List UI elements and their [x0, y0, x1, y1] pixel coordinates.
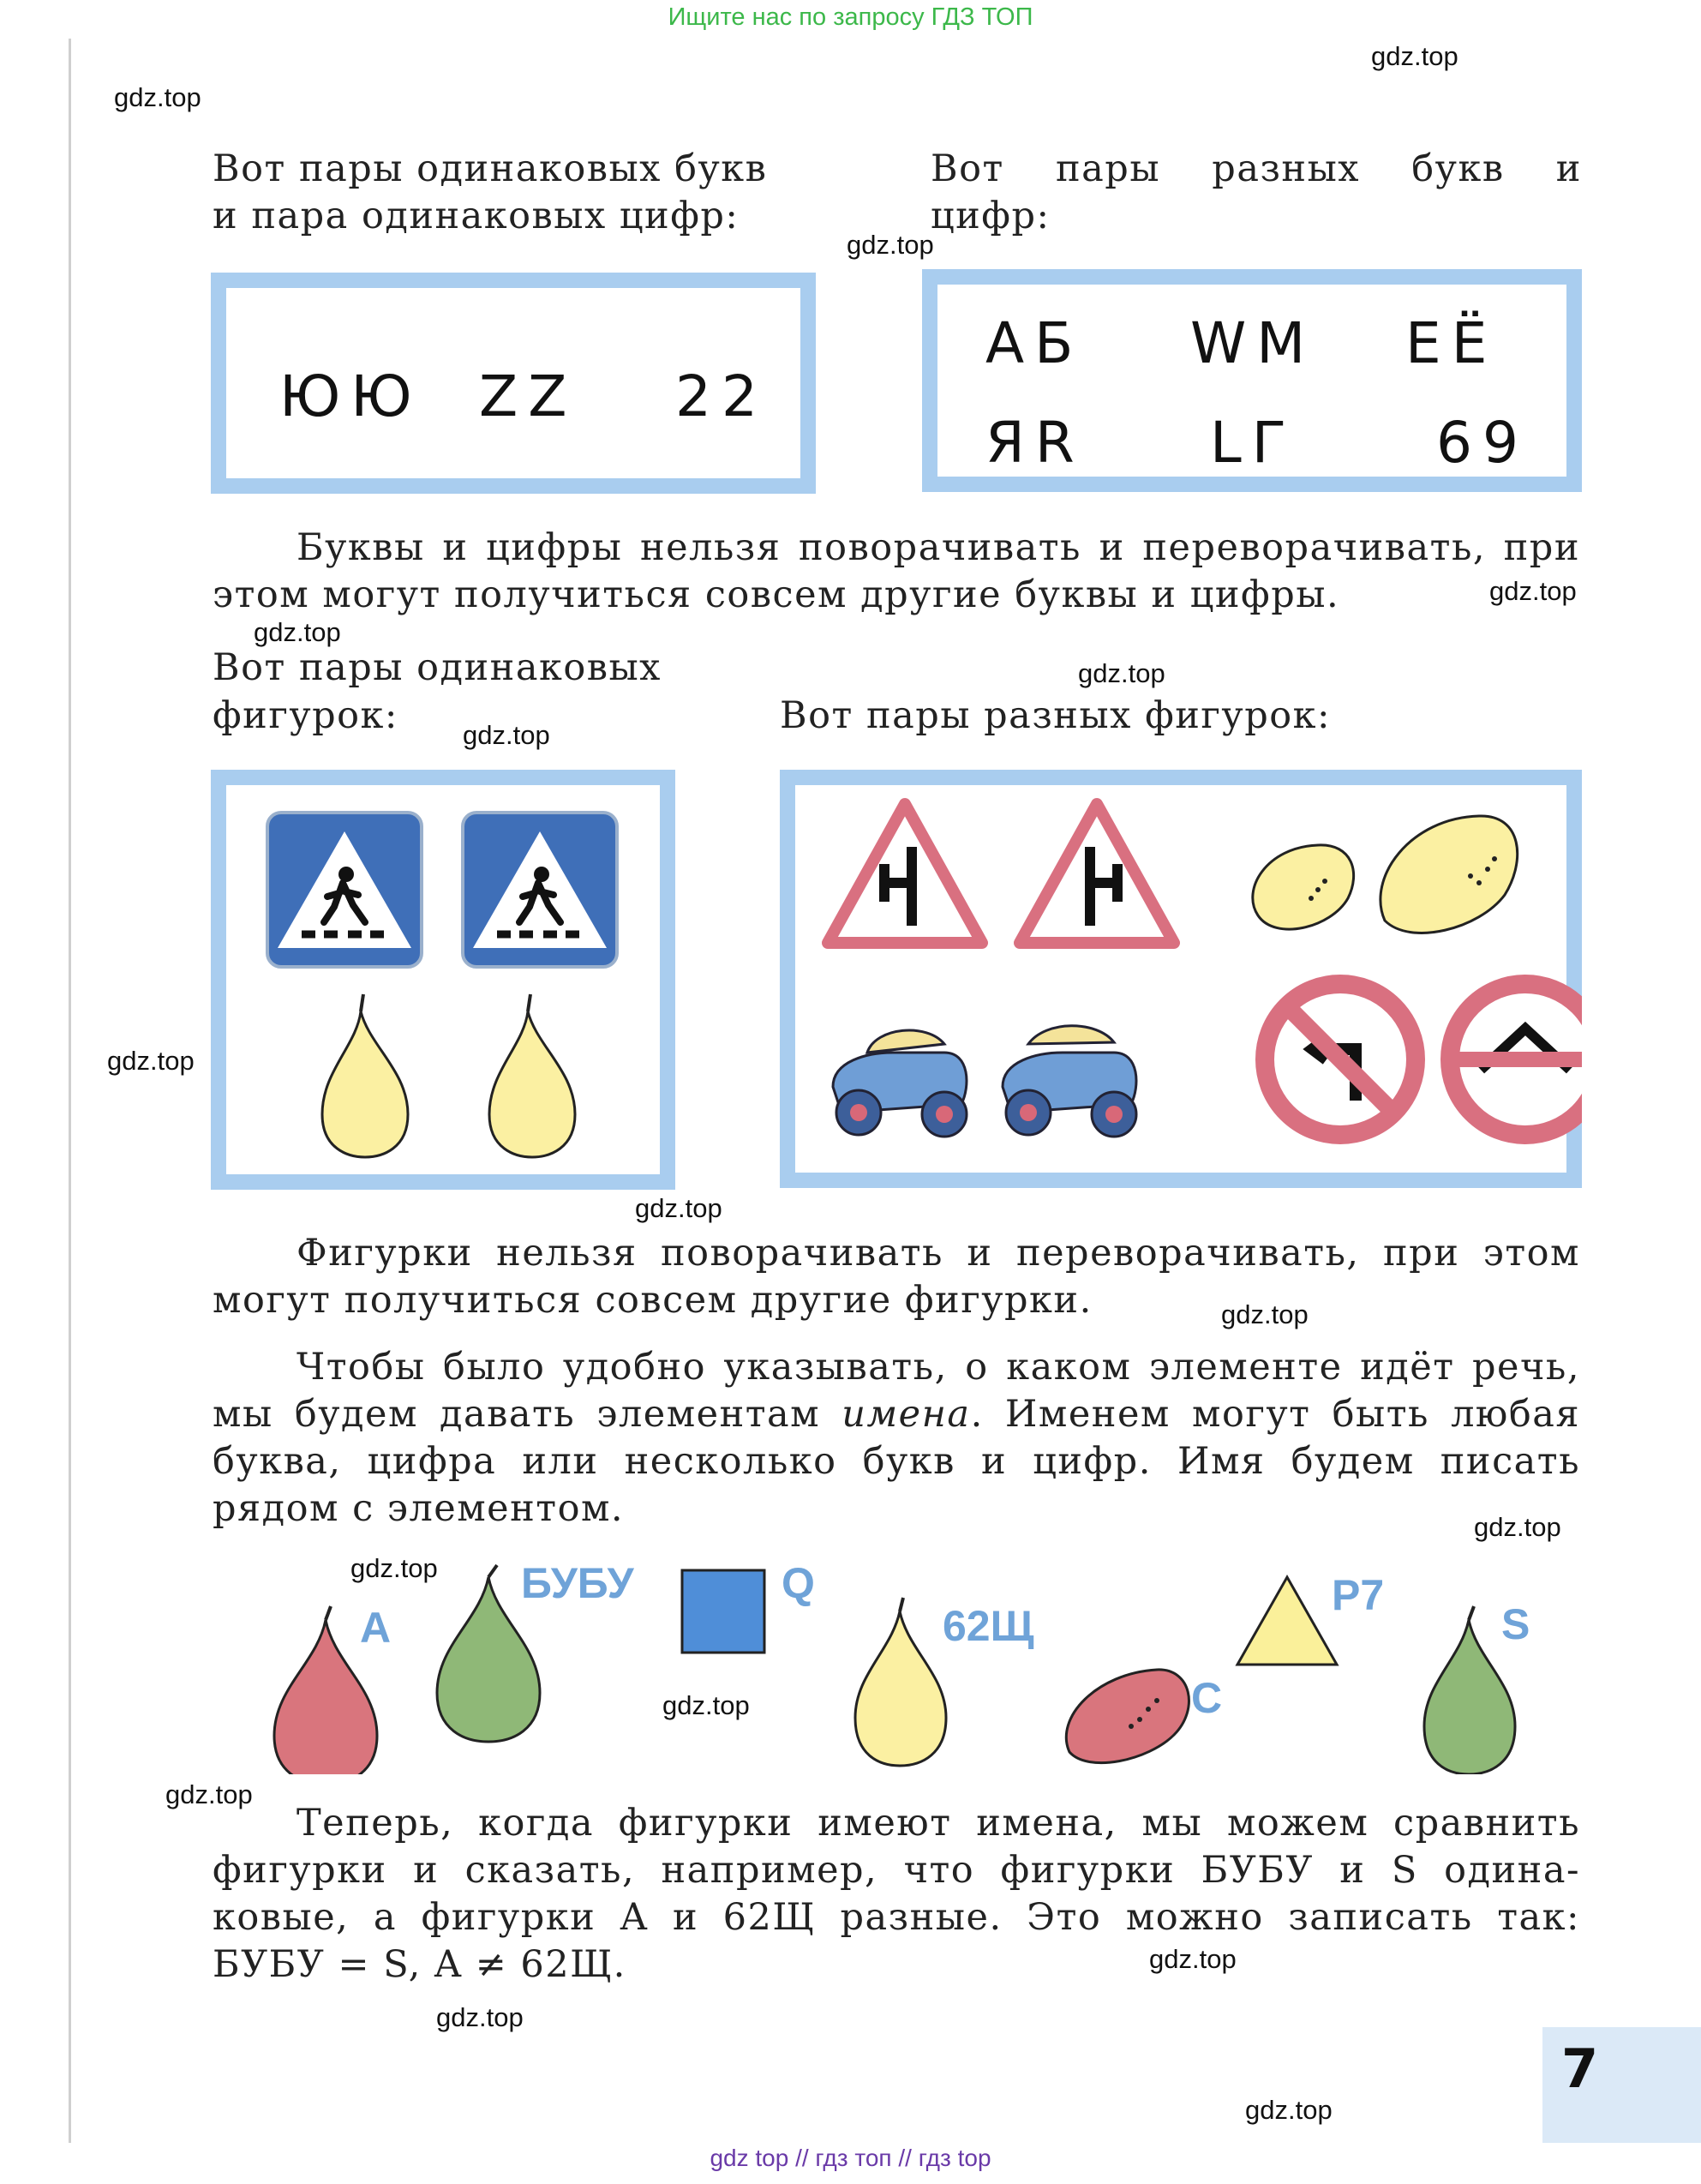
small-lemon-icon — [1253, 845, 1354, 929]
yellow-triangle-icon — [1237, 1577, 1337, 1665]
same-figures-art — [211, 770, 675, 1190]
pair-yar: ЯR — [985, 410, 1085, 476]
watermark: gdz.top — [350, 1553, 438, 1583]
no-left-turn-sign-icon — [1265, 984, 1416, 1135]
crosswalk-sign-icon — [463, 813, 617, 967]
compare-para-line4: БУБУ = S, A ≠ 62Щ. — [213, 1943, 626, 1986]
watermark: gdz.top — [847, 230, 934, 260]
search-hint-link[interactable]: Ищите нас по запросу ГДЗ ТОП — [668, 3, 1033, 31]
yellow-pear-icon — [855, 1598, 946, 1766]
watermark: gdz.top — [1245, 2095, 1333, 2125]
caption-word: и — [1555, 147, 1582, 190]
footer-links[interactable]: gdz top // гдз топ // гдз top — [710, 2145, 991, 2171]
pair-ee: ЕЁ — [1405, 310, 1498, 376]
pair-wm: WM — [1190, 310, 1316, 376]
road-sign-left-icon — [828, 804, 982, 943]
same-letters-box — [211, 273, 816, 494]
toy-car-icon — [1003, 1026, 1136, 1137]
compare-para-line2: фигурки и сказать, например, что фигурки БУБУ и S одина- — [213, 1849, 1580, 1892]
watermark: gdz.top — [1489, 576, 1577, 606]
names-para-line3: буква, цифра или несколько букв и цифр. Имя будем писать — [213, 1440, 1580, 1483]
rotate-letters-para-line2: этом могут получиться совсем другие буквы и цифры. — [213, 573, 1340, 616]
names-para-text: мы будем давать элементам — [213, 1393, 842, 1436]
large-lemon-icon — [1381, 816, 1518, 933]
names-para-emphasis: имена — [842, 1393, 971, 1436]
compare-para-line1: Теперь, когда фигурки имеют имена, мы можем сравнить — [296, 1802, 1580, 1845]
compare-para-line3: ковые, а фигурки A и 62Щ разные. Это можно записать так: — [213, 1896, 1580, 1939]
rotate-figures-para-line1: Фигурки нельзя поворачивать и переворачивать, при этом — [296, 1232, 1580, 1275]
diff-letters-box — [922, 269, 1582, 492]
diff-figures-caption: Вот пары разных фигурок: — [780, 694, 1331, 737]
caption-word: букв — [1411, 147, 1505, 190]
rotate-figures-para-line2: могут получиться совсем другие фигурки. — [213, 1279, 1093, 1322]
pair-ab: АБ — [985, 310, 1084, 376]
watermark: gdz.top — [635, 1193, 722, 1223]
pair-69: 69 — [1436, 410, 1529, 476]
page-number-tab — [1542, 2027, 1701, 2143]
watermark: gdz.top — [436, 2002, 524, 2032]
figure-label-62sch: 62Щ — [943, 1602, 1034, 1650]
watermark: gdz.top — [165, 1779, 253, 1809]
figure-label-s: S — [1501, 1600, 1530, 1648]
page-margin-line — [69, 39, 71, 2143]
figure-label-c: C — [1191, 1674, 1223, 1722]
watermark: gdz.top — [463, 720, 550, 750]
watermark: gdz.top — [1149, 1944, 1237, 1974]
diff-figures-art — [780, 770, 1582, 1188]
watermark: gdz.top — [1371, 41, 1458, 71]
watermark: gdz.top — [114, 82, 201, 112]
yellow-pear-icon — [489, 994, 575, 1157]
yellow-pear-icon — [322, 994, 408, 1157]
potato-icon — [1066, 1670, 1189, 1763]
same-letters-caption-line1: Вот пары одинаковых букв — [213, 147, 768, 190]
figure-label-q: Q — [782, 1559, 815, 1607]
caption-word: разных — [1212, 147, 1361, 190]
watermark: gdz.top — [1221, 1299, 1309, 1329]
watermark: gdz.top — [254, 617, 341, 647]
toy-car-icon — [833, 1030, 967, 1137]
watermark: gdz.top — [1078, 658, 1165, 688]
watermark: gdz.top — [662, 1690, 750, 1720]
pair-yu: ЮЮ — [279, 363, 422, 429]
caption-word: пары — [1056, 147, 1161, 190]
pair-22: 22 — [675, 363, 768, 429]
pair-lg: LГ — [1210, 410, 1297, 476]
road-sign-right-icon — [1020, 804, 1174, 943]
names-para-text: . Именем могут быть любая — [970, 1393, 1580, 1436]
names-para-line1: Чтобы было удобно указывать, о каком элементе идёт речь, — [296, 1346, 1580, 1389]
same-figures-caption-line2: фигурок: — [213, 694, 398, 737]
page-number: 7 — [1561, 2037, 1599, 2100]
names-para-line4: рядом с элементом. — [213, 1487, 625, 1530]
pair-zz: ZZ — [479, 363, 578, 429]
watermark: gdz.top — [1474, 1512, 1561, 1542]
figure-label-a: A — [360, 1604, 392, 1652]
no-overtaking-sign-icon — [1450, 984, 1582, 1135]
crosswalk-sign-icon — [267, 813, 422, 967]
rotate-letters-para-line1: Буквы и цифры нельзя поворачивать и переворачивать, при — [296, 526, 1580, 569]
same-figures-caption-line1: Вот пары одинаковых — [213, 646, 662, 689]
watermark: gdz.top — [107, 1046, 195, 1076]
caption-word: Вот — [931, 147, 1004, 190]
blue-square-icon — [682, 1570, 764, 1653]
figure-label-p7: P7 — [1332, 1571, 1385, 1619]
diff-letters-caption-line1 — [931, 146, 1582, 193]
figure-label-bubu: БУБУ — [521, 1559, 634, 1607]
names-para-line2 — [213, 1391, 1580, 1438]
diff-letters-caption-line2: цифр: — [931, 195, 1051, 237]
same-letters-caption-line2: и пара одинаковых цифр: — [213, 195, 740, 237]
